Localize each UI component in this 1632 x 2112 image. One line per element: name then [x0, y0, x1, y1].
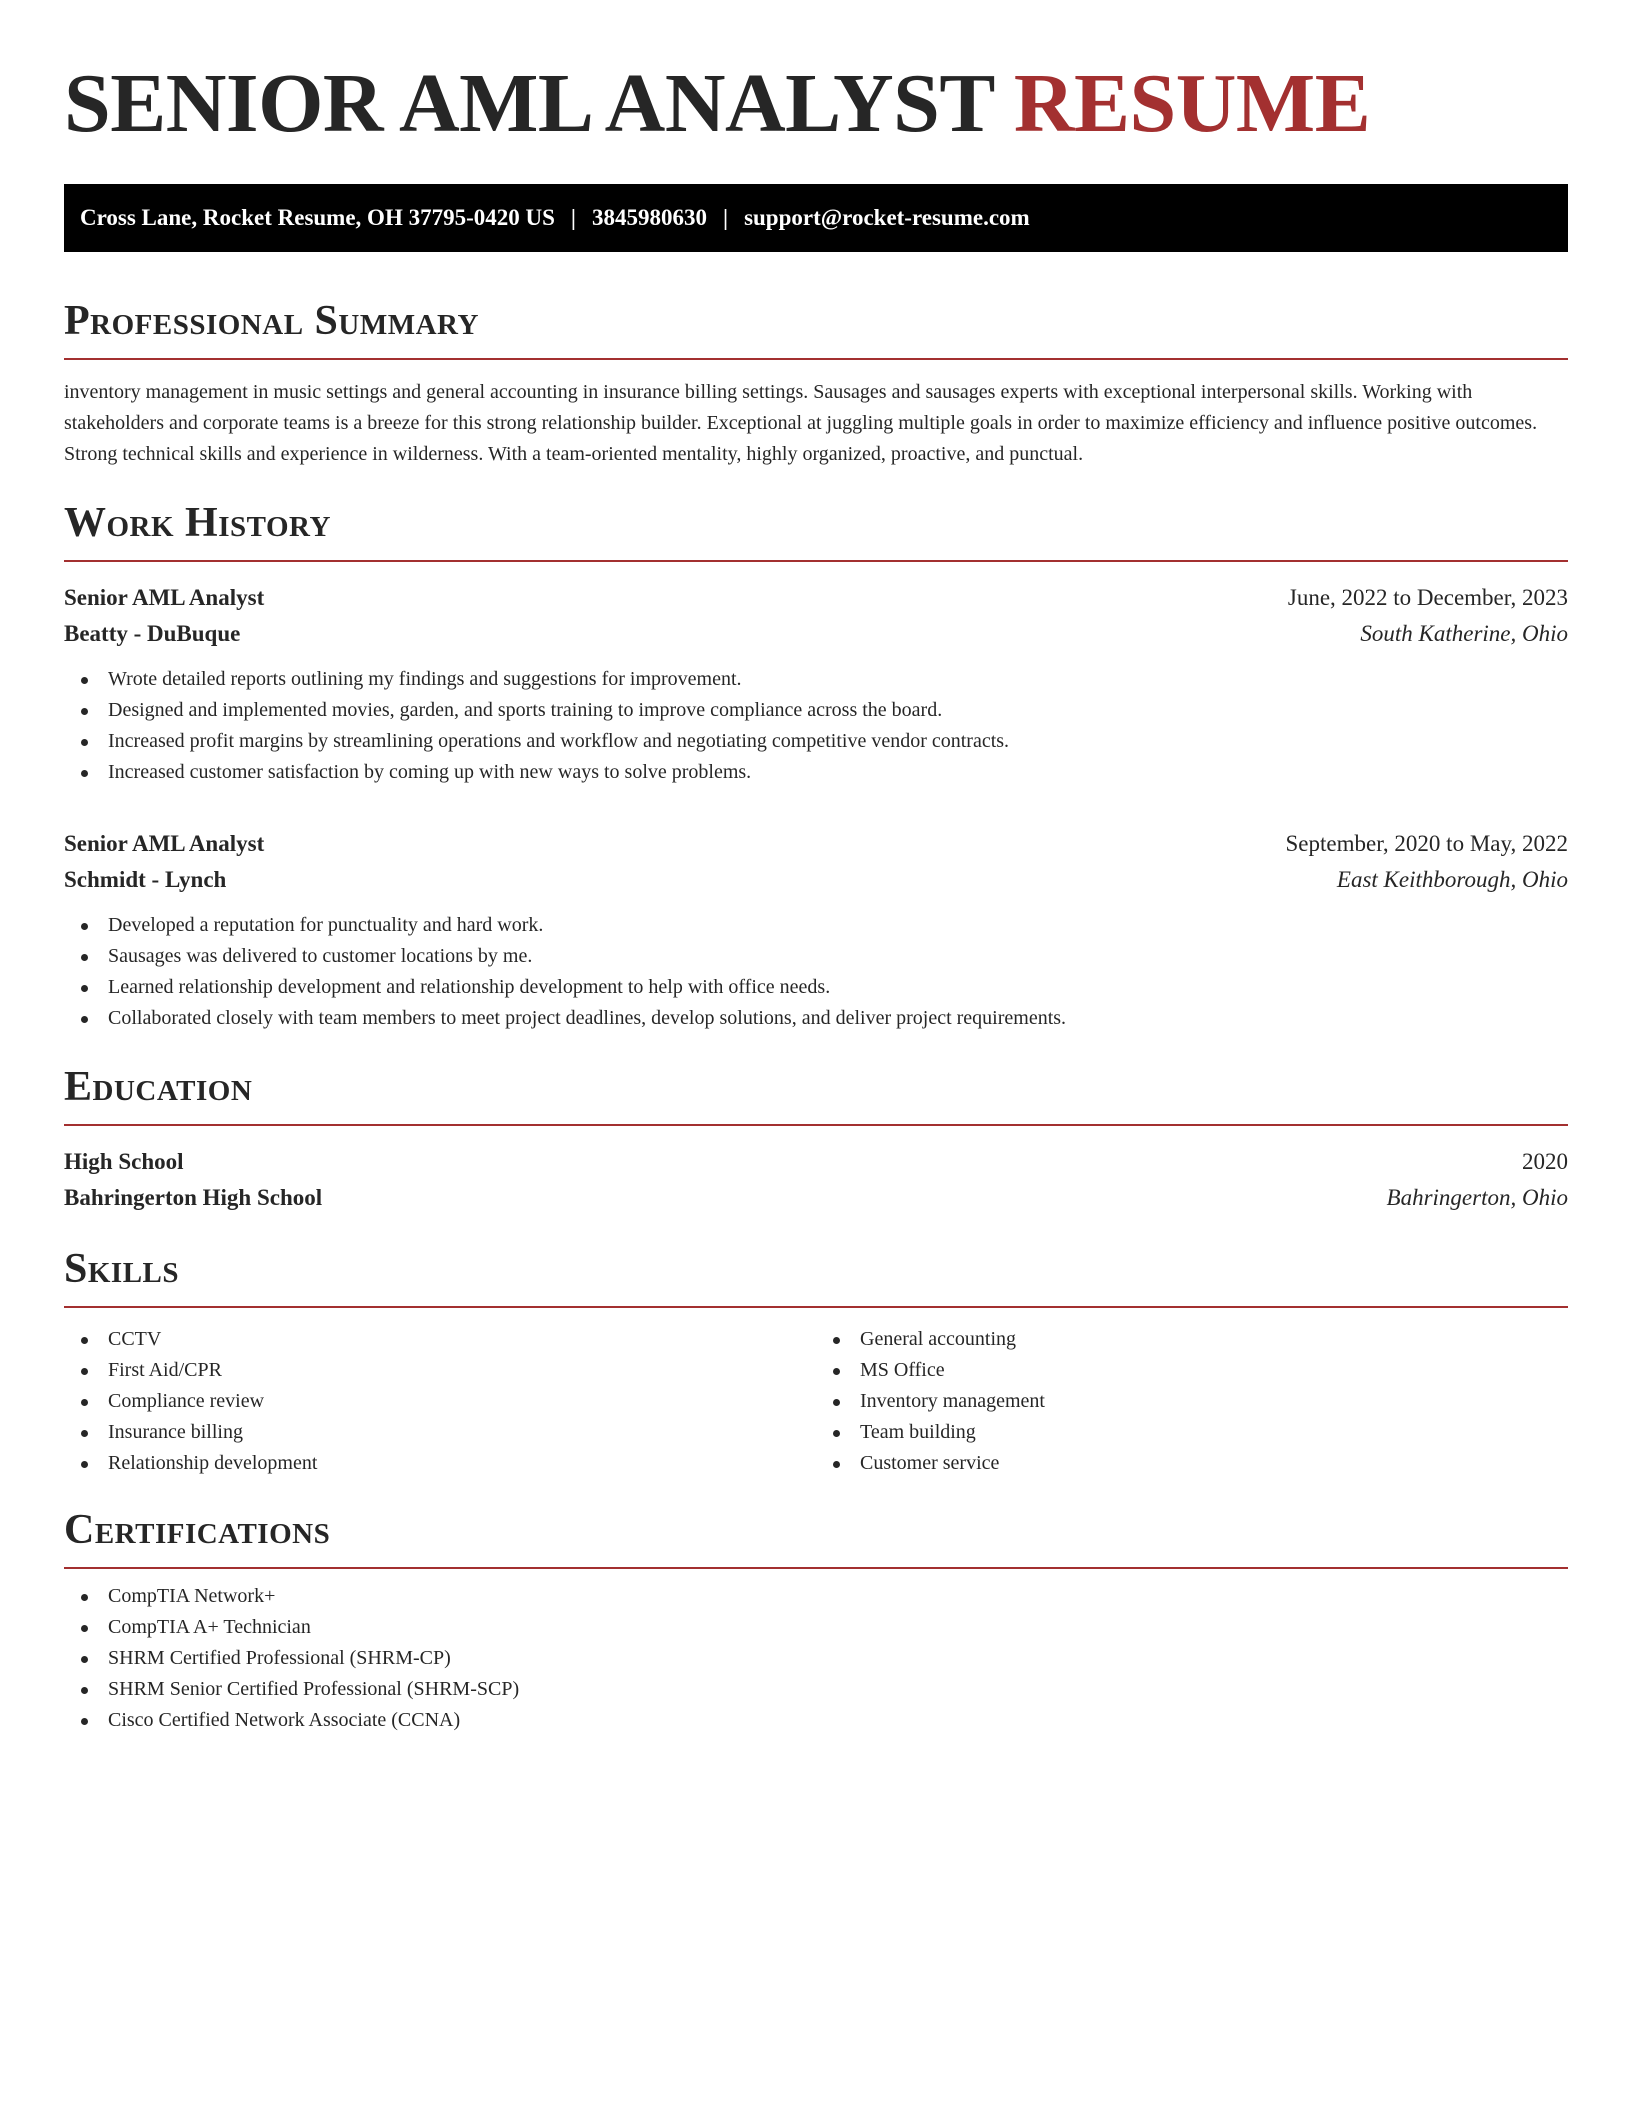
skills-grid [64, 1324, 1568, 1479]
summary-text: inventory management in music settings and general accounting in insurance billing settings. Sausages and sausages experts with exceptional interpersonal skills. Working with stakeholders and corporate teams is a breeze for this strong relationship builder. Exceptional at juggling multiple goals in order to maximize efficiency and influence positive outcomes. Strong technical skills and experience in wilderness. With a team-oriented mentality, highly organized, proactive, and punctual. [64, 381, 1538, 465]
list-item: Developed a reputation for punctuality and hard work. [64, 910, 1568, 941]
list-item: SHRM Certified Professional (SHRM-CP) [64, 1643, 1568, 1674]
section-heading: Certifications [64, 1507, 331, 1553]
list-item: Inventory management [816, 1386, 1568, 1417]
skills-list-right [816, 1324, 1568, 1479]
job-bullets [64, 910, 1568, 1034]
job-dates: June, 2022 to December, 2023 [1287, 585, 1568, 610]
job-entry [64, 826, 1568, 1034]
title-main: SENIOR AML ANALYST [64, 57, 994, 150]
list-item: CompTIA Network+ [64, 1581, 1568, 1612]
skills-list-left [64, 1324, 816, 1479]
list-item: Increased profit margins by streamlining operations and workflow and negotiating competitive vendor contracts. [64, 726, 1568, 757]
job-location: East Keithborough, Ohio [1336, 867, 1568, 892]
contact-address: Cross Lane, Rocket Resume, OH 37795-0420 US [80, 205, 555, 230]
education-entry [64, 1144, 1568, 1216]
section-divider [64, 1124, 1568, 1126]
contact-separator: | [570, 205, 576, 230]
section-heading: Education [64, 1064, 253, 1110]
list-item: General accounting [816, 1324, 1568, 1355]
list-item: Sausages was delivered to customer locations by me. [64, 941, 1568, 972]
work-history-section [64, 498, 1568, 1034]
section-heading: Professional Summary [64, 298, 479, 344]
section-divider [64, 1306, 1568, 1308]
list-item: Cisco Certified Network Associate (CCNA) [64, 1705, 1568, 1736]
list-item: Relationship development [64, 1448, 816, 1479]
education-school-row [64, 1180, 1568, 1216]
education-degree: High School [64, 1149, 184, 1174]
job-dates: September, 2020 to May, 2022 [1285, 831, 1568, 856]
education-section [64, 1062, 1568, 1216]
job-location: South Katherine, Ohio [1360, 621, 1568, 646]
section-heading: Skills [64, 1246, 180, 1292]
job-company-row [64, 862, 1568, 898]
section-heading: Work History [64, 500, 331, 546]
contact-email[interactable]: support@rocket-resume.com [744, 205, 1030, 230]
list-item: CCTV [64, 1324, 816, 1355]
job-entry [64, 580, 1568, 788]
job-title: Senior AML Analyst [64, 831, 265, 856]
job-company-row [64, 616, 1568, 652]
section-divider [64, 358, 1568, 360]
contact-separator: | [722, 205, 729, 230]
list-item: Insurance billing [64, 1417, 816, 1448]
list-item: Learned relationship development and relationship development to help with office needs. [64, 972, 1568, 1003]
section-divider [64, 1567, 1568, 1569]
education-school: Bahringerton High School [64, 1185, 323, 1210]
list-item: Compliance review [64, 1386, 816, 1417]
job-company: Schmidt - Lynch [64, 867, 227, 892]
list-item: Increased customer satisfaction by coming up with new ways to solve problems. [64, 757, 1568, 788]
resume-title [64, 58, 1568, 150]
certifications-section [64, 1505, 1568, 1736]
list-item: Customer service [816, 1448, 1568, 1479]
education-year: 2020 [1522, 1149, 1568, 1174]
skills-section [64, 1244, 1568, 1479]
list-item: Designed and implemented movies, garden, and sports training to improve compliance across the board. [64, 695, 1568, 726]
contact-phone[interactable]: 3845980630 [591, 205, 707, 230]
list-item: Collaborated closely with team members to meet project deadlines, develop solutions, and deliver project requirements. [64, 1003, 1568, 1034]
education-location: Bahringerton, Ohio [1386, 1185, 1568, 1210]
list-item: Team building [816, 1417, 1568, 1448]
list-item: SHRM Senior Certified Professional (SHRM-SCP) [64, 1674, 1568, 1705]
professional-summary-section [64, 296, 1568, 470]
section-divider [64, 560, 1568, 562]
list-item: Wrote detailed reports outlining my findings and suggestions for improvement. [64, 664, 1568, 695]
education-header-row [64, 1144, 1568, 1180]
job-title: Senior AML Analyst [64, 585, 265, 610]
job-header-row [64, 826, 1568, 862]
job-company: Beatty - DuBuque [64, 621, 241, 646]
list-item: CompTIA A+ Technician [64, 1612, 1568, 1643]
list-item: First Aid/CPR [64, 1355, 816, 1386]
job-header-row [64, 580, 1568, 616]
contact-bar [64, 184, 1568, 252]
job-bullets [64, 664, 1568, 788]
title-accent: RESUME [1013, 57, 1371, 150]
certifications-list [64, 1581, 1568, 1736]
list-item: MS Office [816, 1355, 1568, 1386]
